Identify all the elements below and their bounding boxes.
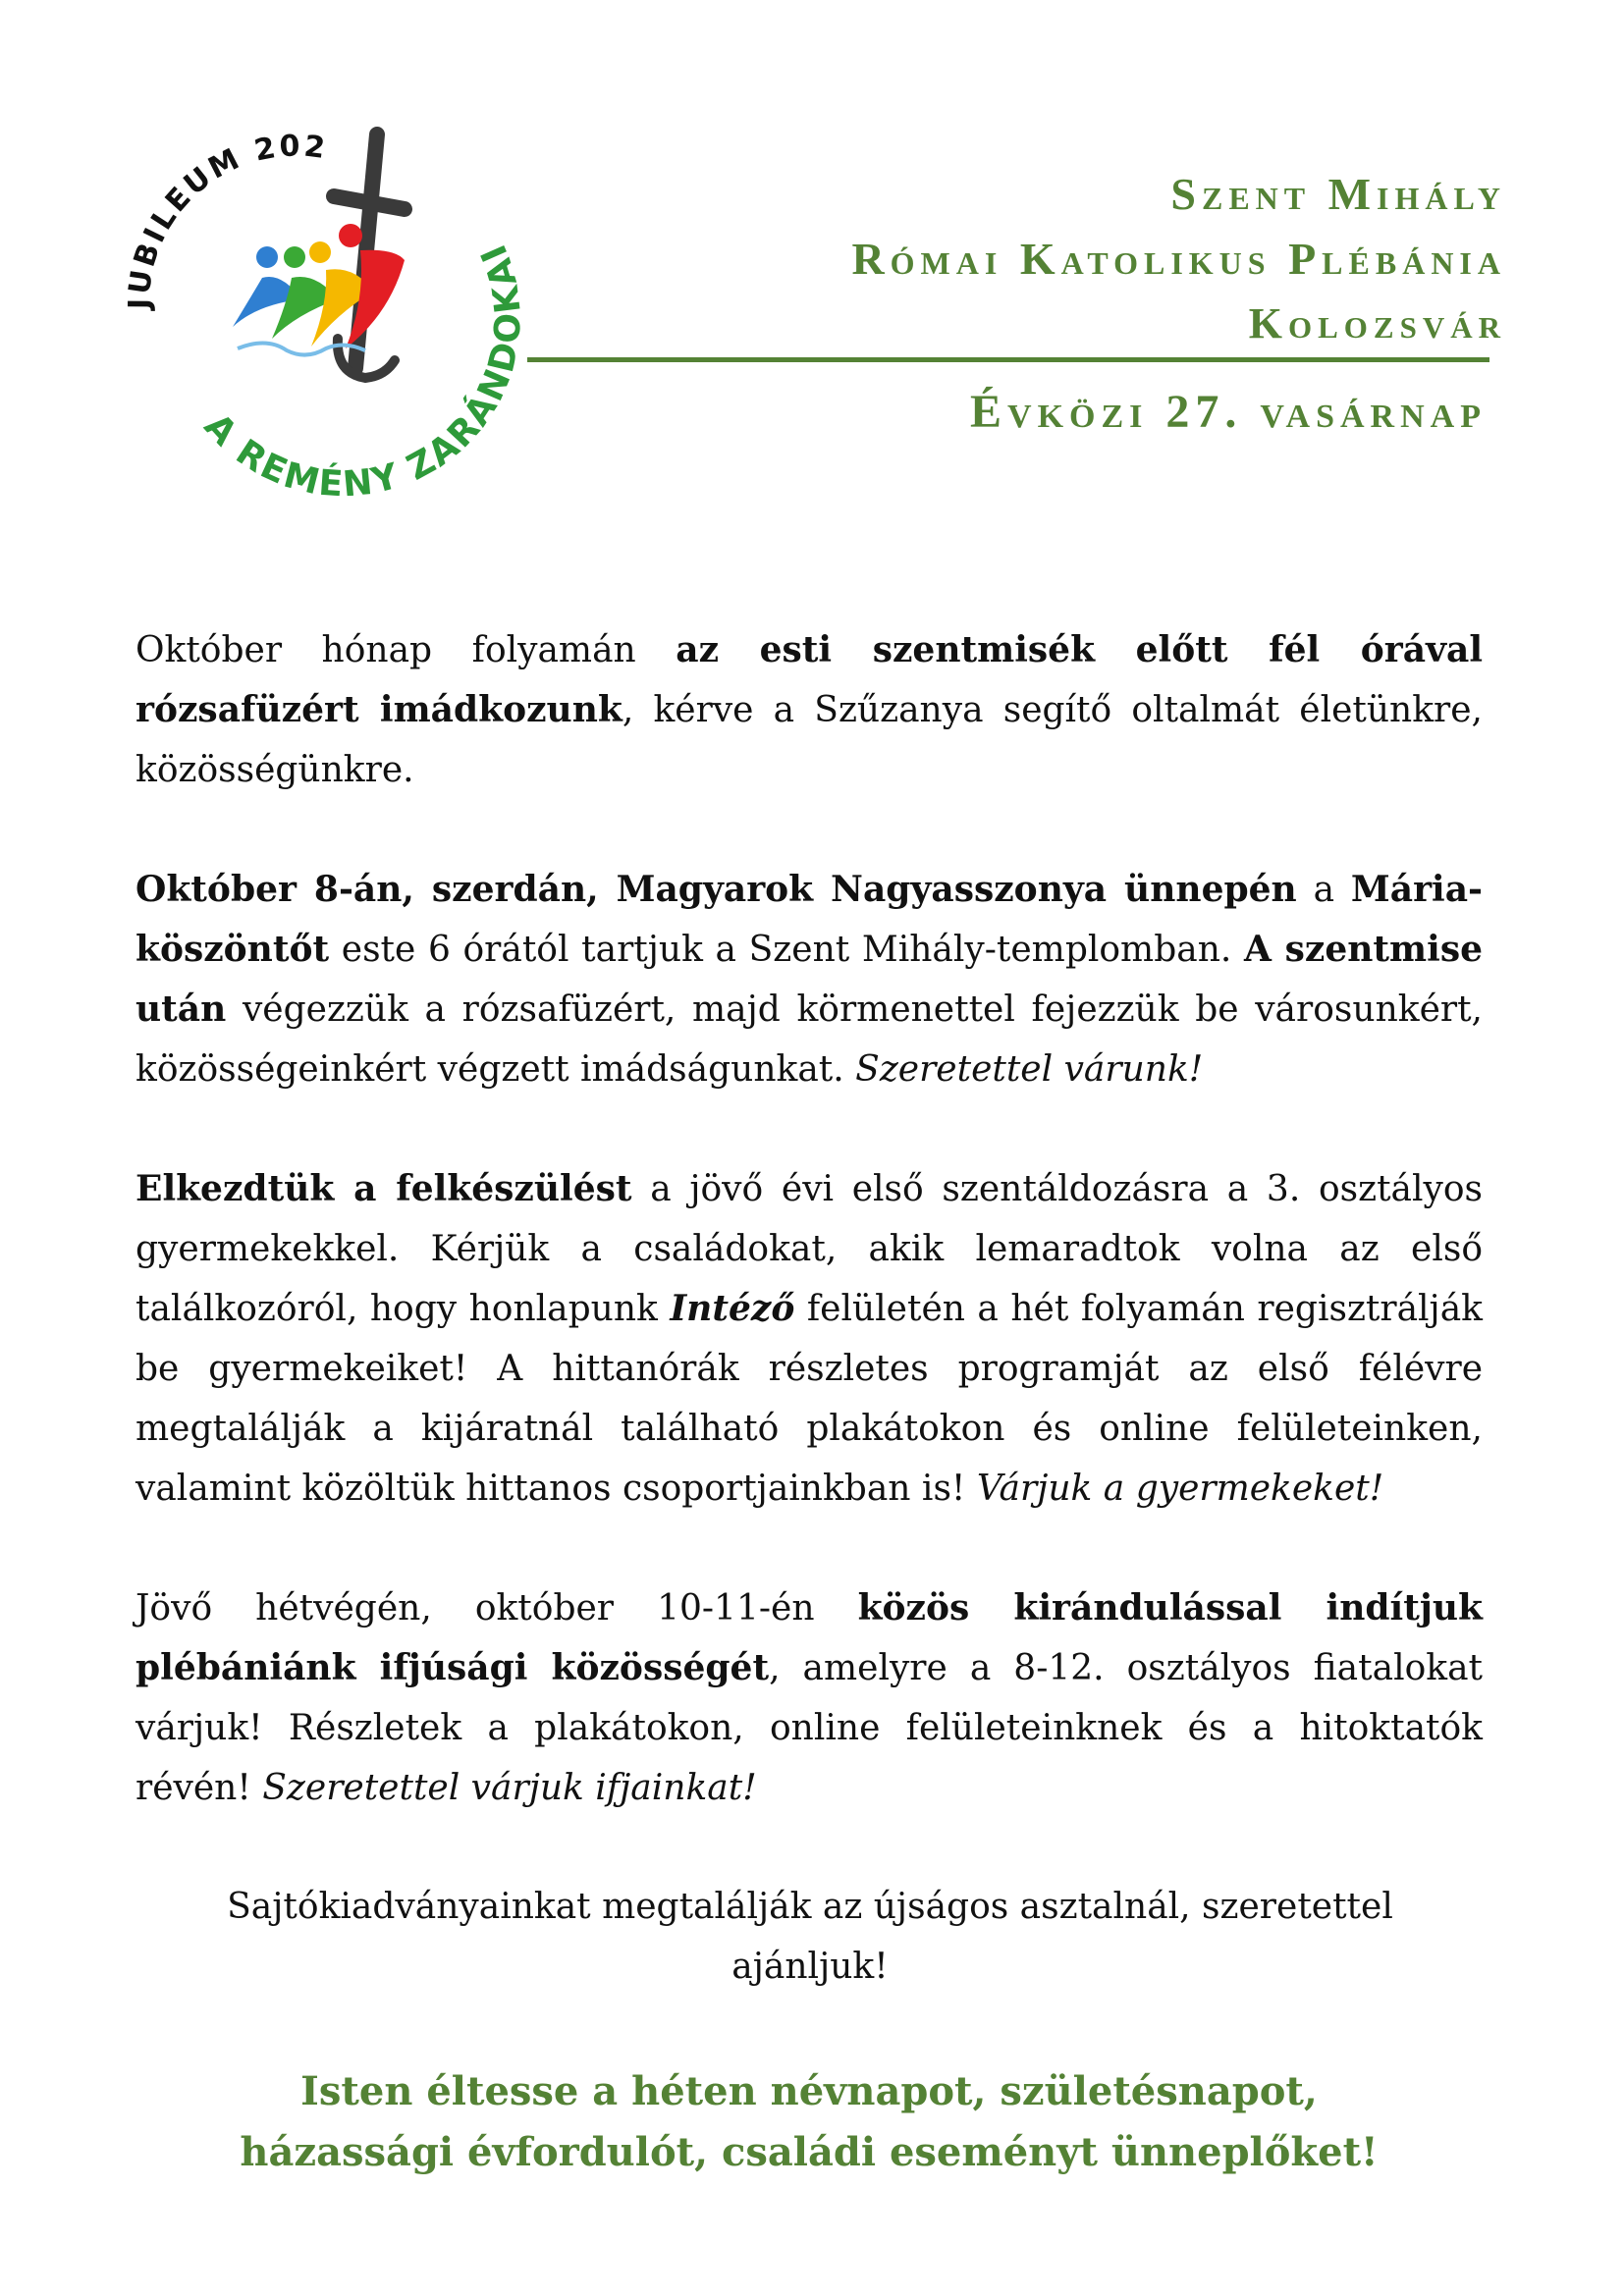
- italic-text: Szeretettel várjuk ifjainkat!: [262, 1768, 757, 1808]
- announcement-youth-trip: [135, 1578, 1483, 1818]
- press-notice: Sajtókiadványainkat megtalálják az újságos asztalnál, szeretettel ajánljuk!: [227, 1887, 1393, 1987]
- bold-text: Mária-köszöntőt: [135, 869, 1483, 970]
- text: Jövő hétvégén, október 10-11-én: [135, 1588, 858, 1629]
- header-line-3: Kolozsvár: [1248, 299, 1506, 347]
- sunday-title: Évközi 27. vasárnap: [970, 386, 1487, 438]
- announcements: [135, 620, 1483, 1878]
- announcement-rosary: [135, 620, 1483, 800]
- bold-text: közös kirándulással indítjuk plébániánk ifjúsági közösségét: [135, 1587, 1484, 1688]
- text: végezzük a rózsafüzért, majd körmenettel fejezzük be városunkért, közösségeinkért végzett imádságunkat.: [135, 989, 1483, 1090]
- bold-text: az esti szentmisék előtt fél órával rózsafüzért imádkozunk: [135, 629, 1483, 730]
- logo-bottom-text: A REMÉNY ZARÁN AI: [195, 237, 522, 496]
- text: a: [1296, 870, 1351, 910]
- bold-text: Elkezdtük a felkészülést: [135, 1168, 632, 1209]
- blessing: [135, 2061, 1483, 2183]
- italic-text: Várjuk a gyermekeket!: [976, 1468, 1384, 1509]
- bold-italic-text: Intéző: [670, 1288, 795, 1329]
- text: felületén a hét folyamán regisztrálják be gyermekeiket! A hittanórák részletes programját az első félévre megtalálják a kijáratnál található plakátokon és online felületeinken, valamint közöltük hittanos csoportjainkban is!: [135, 1289, 1483, 1509]
- blessing-line-1: Isten éltesse a héten névnapot, születésnapot,: [300, 2068, 1318, 2114]
- bold-text: A szentmise után: [135, 929, 1483, 1030]
- announcement-first-communion: [135, 1159, 1483, 1519]
- announcement-feast: [135, 860, 1483, 1099]
- italic-text: Szeretettel várunk!: [855, 1049, 1204, 1090]
- text: Október hónap folyamán: [135, 630, 677, 670]
- header-line-2: Római Katolikus Plébánia: [851, 234, 1506, 284]
- jubilee-2025-logo: [110, 103, 522, 496]
- pilgrims-icon: [233, 224, 405, 348]
- blessing-line-2: házassági évfordulót, családi eseményt ünneplőket!: [240, 2129, 1379, 2175]
- text: , amelyre a 8-12. osztályos fiatalokat várjuk! Részletek a plakátokon, online felületeinknek és a hitoktatók révén!: [135, 1648, 1483, 1808]
- text: este 6 órától tartjuk a Szent Mihály-templomban.: [329, 930, 1244, 970]
- wave-icon: [238, 343, 365, 354]
- header-divider: [527, 357, 1489, 362]
- text: a jövő évi első szentáldozásra a 3. osztályos gyermekekkel. Kérjük a családokat, akik lemaradtok volna az első találkozóról, hogy honlapunk: [135, 1169, 1483, 1329]
- logo-top-text: JUBILEUM 202: [122, 129, 330, 310]
- header-line-1: Szent Mihály: [1170, 169, 1506, 219]
- parish-header: [851, 162, 1506, 356]
- bold-text: Október 8-án, szerdán, Magyarok Nagyasszonya ünnepén: [135, 869, 1297, 910]
- jubilee-logo-graphic: [110, 103, 522, 496]
- text: , kérve a Szűzanya segítő oltalmát életünkre, közösségünkre.: [135, 690, 1483, 790]
